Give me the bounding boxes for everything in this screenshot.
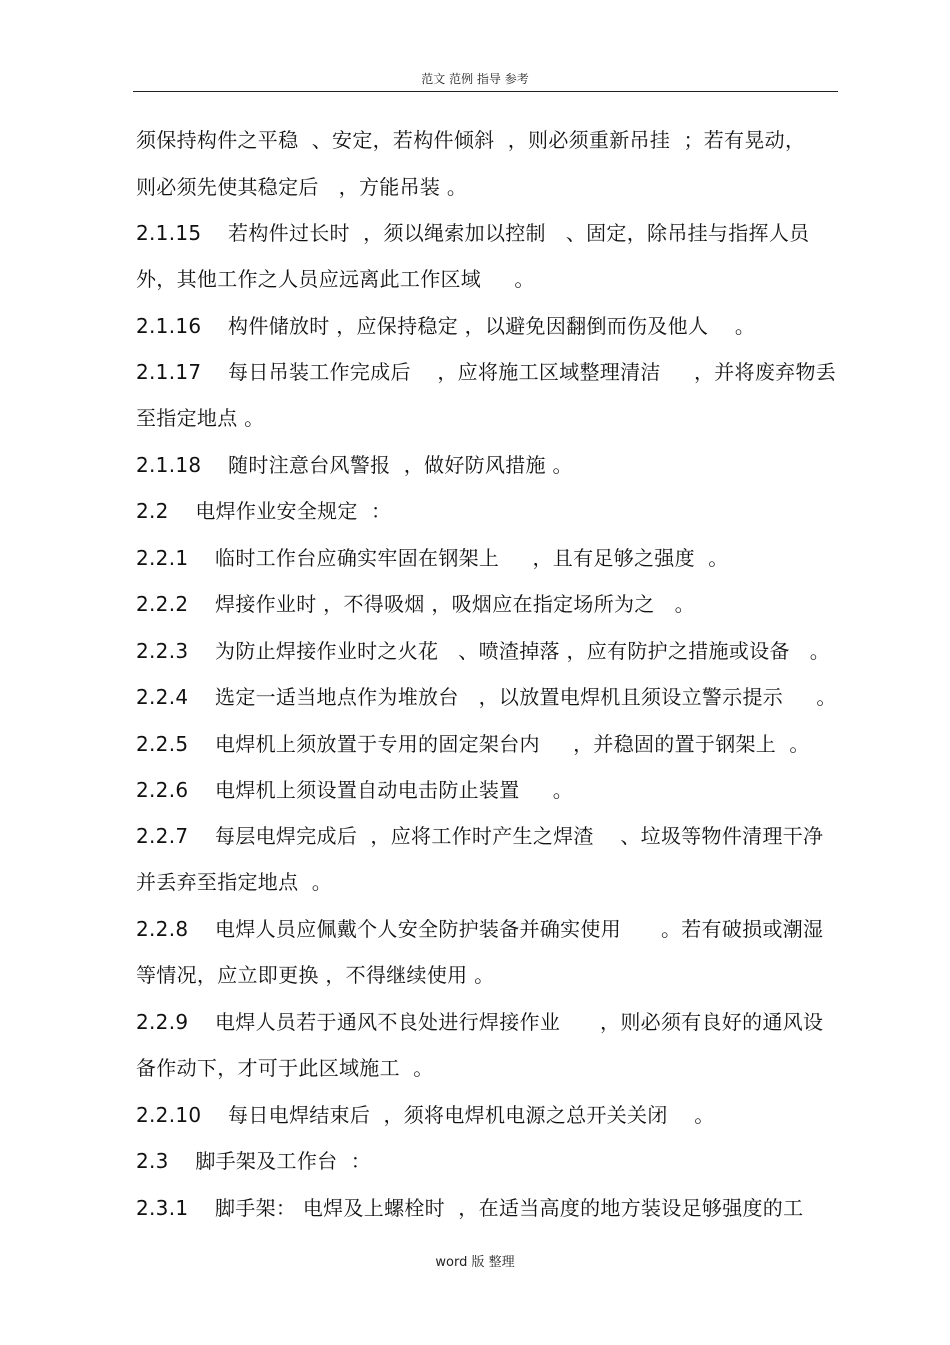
text-line: 2.2.6 电焊机上须设置自动电击防止装置 。 bbox=[136, 778, 574, 802]
text-line: 2.2.5 电焊机上须放置于专用的固定架台内 ，并稳固的置于钢架上 。 bbox=[136, 732, 810, 756]
text-line: 2.1.16 构件储放时 ，应保持稳定 ，以避免因翻倒而伤及他人 。 bbox=[136, 314, 756, 338]
text-line: 2.2.9 电焊人员若于通风不良处进行焊接作业 ，则必须有良好的通风设 bbox=[136, 1010, 824, 1034]
section-heading: 2.2 电焊作业安全规定 ： bbox=[136, 499, 392, 523]
page-footer: word 版 整理 bbox=[435, 1255, 515, 1270]
text-line: 并丢弃至指定地点 。 bbox=[136, 870, 333, 894]
text-line: 外，其他工作之人员应远离此工作区域 。 bbox=[136, 267, 535, 291]
text-line: 须保持构件之平稳 、安定，若构件倾斜 ，则必须重新吊挂 ；若有晃动， bbox=[136, 128, 806, 152]
header-divider bbox=[133, 91, 838, 92]
text-line: 等情况，应立即更换 ，不得继续使用 。 bbox=[136, 963, 495, 987]
text-line: 2.3.1 脚手架： 电焊及上螺栓时 ，在适当高度的地方装设足够强度的工 bbox=[136, 1196, 804, 1220]
text-line: 2.2.3 为防止焊接作业时之火花 、喷渣掉落 ，应有防护之措施或设备 。 bbox=[136, 639, 831, 663]
text-line: 2.1.18 随时注意台风警报 ，做好防风措施 。 bbox=[136, 453, 573, 477]
text-line: 2.2.1 临时工作台应确实牢固在钢架上 ，且有足够之强度 。 bbox=[136, 546, 729, 570]
section-heading: 2.3 脚手架及工作台 ： bbox=[136, 1149, 372, 1173]
text-line: 2.1.15 若构件过长时 ，须以绳索加以控制 、固定，除吊挂与指挥人员 bbox=[136, 221, 810, 245]
text-line: 至指定地点 。 bbox=[136, 406, 265, 430]
text-line: 2.2.7 每层电焊完成后 ，应将工作时产生之焊渣 、垃圾等物件清理干净 bbox=[136, 824, 824, 848]
text-line: 则必须先使其稳定后 ，方能吊装 。 bbox=[136, 175, 468, 199]
text-line: 2.1.17 每日吊装工作完成后 ，应将施工区域整理清洁 ，并将废弃物丢 bbox=[136, 360, 837, 384]
text-line: 2.2.8 电焊人员应佩戴个人安全防护装备并确实使用 。若有破损或潮湿 bbox=[136, 917, 824, 941]
text-line: 2.2.2 焊接作业时 ，不得吸烟 ，吸烟应在指定场所为之 。 bbox=[136, 592, 695, 616]
text-line: 2.2.10 每日电焊结束后 ，须将电焊机电源之总开关关闭 。 bbox=[136, 1103, 715, 1127]
text-line: 2.2.4 选定一适当地点作为堆放台 ，以放置电焊机且须设立警示提示 。 bbox=[136, 685, 837, 709]
text-line: 备作动下，才可于此区域施工 。 bbox=[136, 1056, 434, 1080]
page-header: 范文 范例 指导 参考 bbox=[421, 72, 529, 86]
